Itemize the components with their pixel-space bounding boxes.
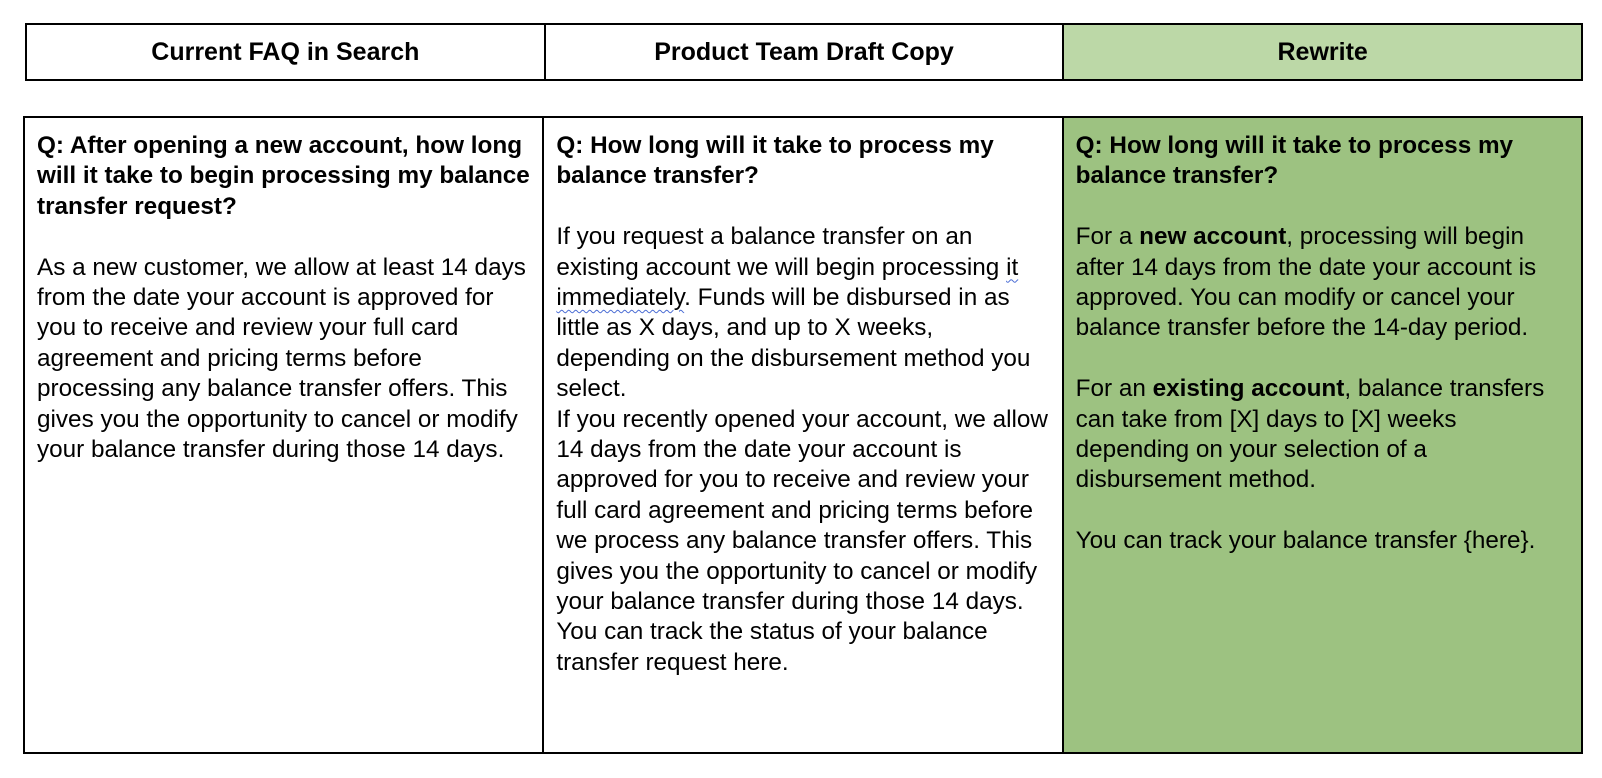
- draft-p1-start: If you request a balance transfer on an existing account we will begin processing: [556, 223, 1007, 281]
- rewrite-p1-bold: new account: [1139, 223, 1287, 251]
- current-faq-cell: [24, 117, 543, 753]
- draft-question: Q: How long will it take to process my balance transfer?: [556, 132, 994, 190]
- header-current-faq: Current FAQ in Search: [26, 24, 545, 80]
- draft-paragraph-1: [556, 222, 1051, 404]
- rewrite-question: Q: How long will it take to process my balance transfer?: [1075, 132, 1514, 190]
- rewrite-p2-rest: , balance transfers can take from [X] days to [X] weeks depending on your selection of a disbursement method.: [1075, 375, 1545, 494]
- draft-paragraph-2: If you recently opened your account, we allow 14 days from the date your account is approved for you to receive and review your full card agreement and pricing terms before we process any balance transfer offers. This gives you the opportunity to cancel or modify your balance transfer during those 14 days. You can track the status of your balance transfer request here.: [556, 405, 1048, 676]
- rewrite-p2-prefix: For an: [1075, 375, 1153, 403]
- rewrite-paragraph-existing-account: [1076, 374, 1571, 496]
- draft-cell: [543, 117, 1062, 753]
- header-table: [25, 23, 1583, 81]
- rewrite-p1-prefix: For a: [1075, 223, 1140, 251]
- header-rewrite: Rewrite: [1063, 24, 1582, 80]
- header-product-draft: Product Team Draft Copy: [545, 24, 1064, 80]
- draft-spellcheck-flag[interactable]: it immediately: [556, 253, 1019, 312]
- content-table: [23, 116, 1583, 754]
- draft-p1-end: . Funds will be disbursed in as little as X days, and up to X weeks, depending on the disbursement method you select.: [556, 284, 1031, 403]
- rewrite-paragraph-track: You can track your balance transfer {here}.: [1075, 527, 1536, 555]
- rewrite-p1-rest: , processing will begin after 14 days from the date your account is approved. You can modify or cancel your balance transfer before the 14-day period.: [1075, 223, 1537, 342]
- rewrite-paragraph-new-account: [1076, 222, 1571, 344]
- rewrite-cell: [1063, 117, 1582, 753]
- current-faq-answer: As a new customer, we allow at least 14 days from the date your account is approved for you to receive and review your full card agreement and pricing terms before processing any balance transfer offers. This gives you the opportunity to cancel or modify your balance transfer during those 14 days.: [37, 253, 526, 464]
- current-faq-question: Q: After opening a new account, how long will it take to begin processing my balance transfer request?: [37, 132, 530, 220]
- rewrite-p2-bold: existing account: [1152, 375, 1345, 403]
